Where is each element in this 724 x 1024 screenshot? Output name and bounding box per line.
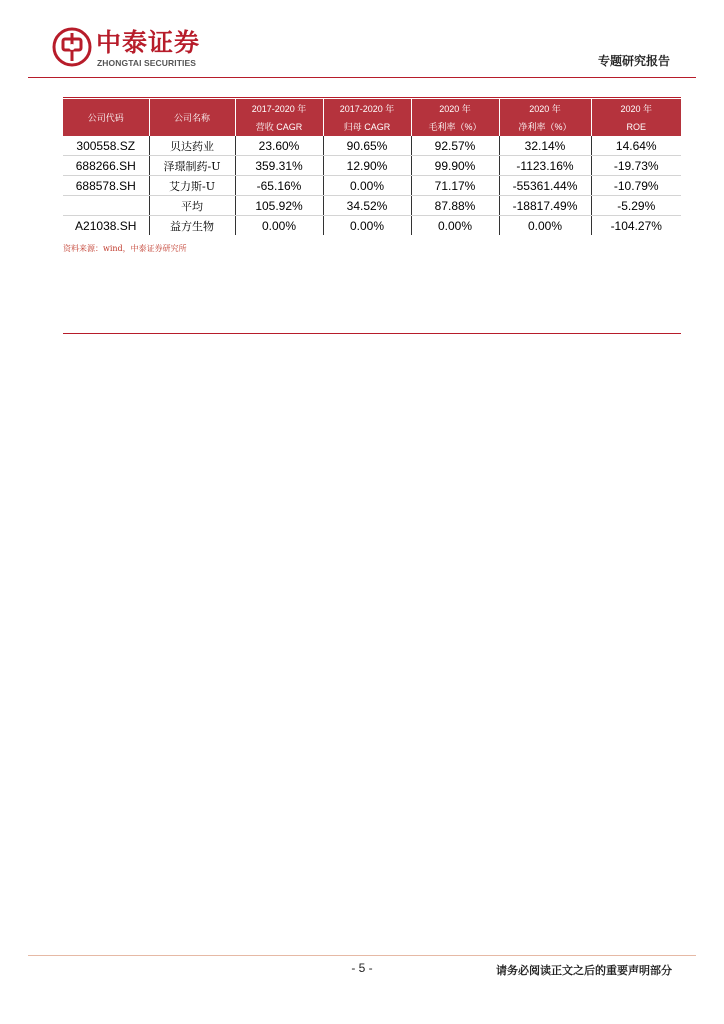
cell-value: -104.27%	[591, 216, 681, 236]
table-row	[63, 216, 681, 236]
cell-value: 92.57%	[411, 136, 499, 156]
cell-name: 艾力斯-U	[149, 176, 235, 196]
cell-value: 99.90%	[411, 156, 499, 176]
comparison-table	[63, 99, 681, 235]
header-cell: 2020 年 毛利率（%）	[411, 99, 499, 136]
page-number: - 5 -	[351, 961, 373, 975]
cell-value: 87.88%	[411, 196, 499, 216]
table-row	[63, 176, 681, 196]
cell-value: -65.16%	[235, 176, 323, 196]
cell-value: -10.79%	[591, 176, 681, 196]
cell-value: 0.00%	[411, 216, 499, 236]
cell-value: 105.92%	[235, 196, 323, 216]
company-logo	[52, 27, 232, 73]
cell-code	[63, 196, 149, 216]
disclaimer-text: 请务必阅读正文之后的重要声明部分	[496, 964, 672, 977]
cell-value: 34.52%	[323, 196, 411, 216]
report-type-label: 专题研究报告	[597, 54, 670, 68]
cell-code: 688266.SH	[63, 156, 149, 176]
header-cell: 2020 年 ROE	[591, 99, 681, 136]
table-bottom-rule	[63, 333, 681, 334]
zhongtai-logo-icon	[52, 27, 92, 67]
table-top-rule	[63, 97, 681, 98]
cell-name: 泽璟制药-U	[149, 156, 235, 176]
header-cell: 公司名称	[149, 99, 235, 136]
cell-value: 0.00%	[323, 176, 411, 196]
header-divider	[28, 77, 696, 78]
cell-value: 359.31%	[235, 156, 323, 176]
cell-code: A21038.SH	[75, 218, 137, 233]
header-cell: 2020 年 净利率（%）	[499, 99, 591, 136]
header-cell: 2017-2020 年 归母 CAGR	[323, 99, 411, 136]
cell-name: 贝达药业	[149, 136, 235, 156]
cell-value: 14.64%	[591, 136, 681, 156]
cell-value: 71.17%	[411, 176, 499, 196]
table-row-average	[63, 196, 681, 216]
cell-value: 23.60%	[235, 136, 323, 156]
table-header-row	[63, 99, 681, 136]
header-cell: 2017-2020 年 营收 CAGR	[235, 99, 323, 136]
table-row	[63, 156, 681, 176]
cell-value: 32.14%	[499, 136, 591, 156]
logo-english-name: ZHONGTAI SECURITIES	[97, 58, 197, 68]
cell-value: 0.00%	[323, 216, 411, 236]
header-cell: 公司代码	[63, 99, 149, 136]
cell-value: -19.73%	[591, 156, 681, 176]
cell-value: -55361.44%	[499, 176, 591, 196]
cell-value: -18817.49%	[499, 196, 591, 216]
cell-value: -5.29%	[591, 196, 681, 216]
table-row	[63, 136, 681, 156]
cell-code: 688578.SH	[63, 176, 149, 196]
cell-name: 益方生物	[149, 216, 235, 236]
cell-code: 300558.SZ	[63, 136, 149, 156]
footer-divider	[28, 955, 696, 956]
source-note: 资料来源：wind，中泰证券研究所	[63, 244, 187, 253]
logo-chinese-name: 中泰证券	[96, 28, 201, 57]
cell-value: 12.90%	[323, 156, 411, 176]
cell-name: 平均	[149, 196, 235, 216]
cell-value: -1123.16%	[499, 156, 591, 176]
cell-value: 0.00%	[499, 216, 591, 236]
cell-value: 90.65%	[323, 136, 411, 156]
cell-value: 0.00%	[235, 216, 323, 236]
